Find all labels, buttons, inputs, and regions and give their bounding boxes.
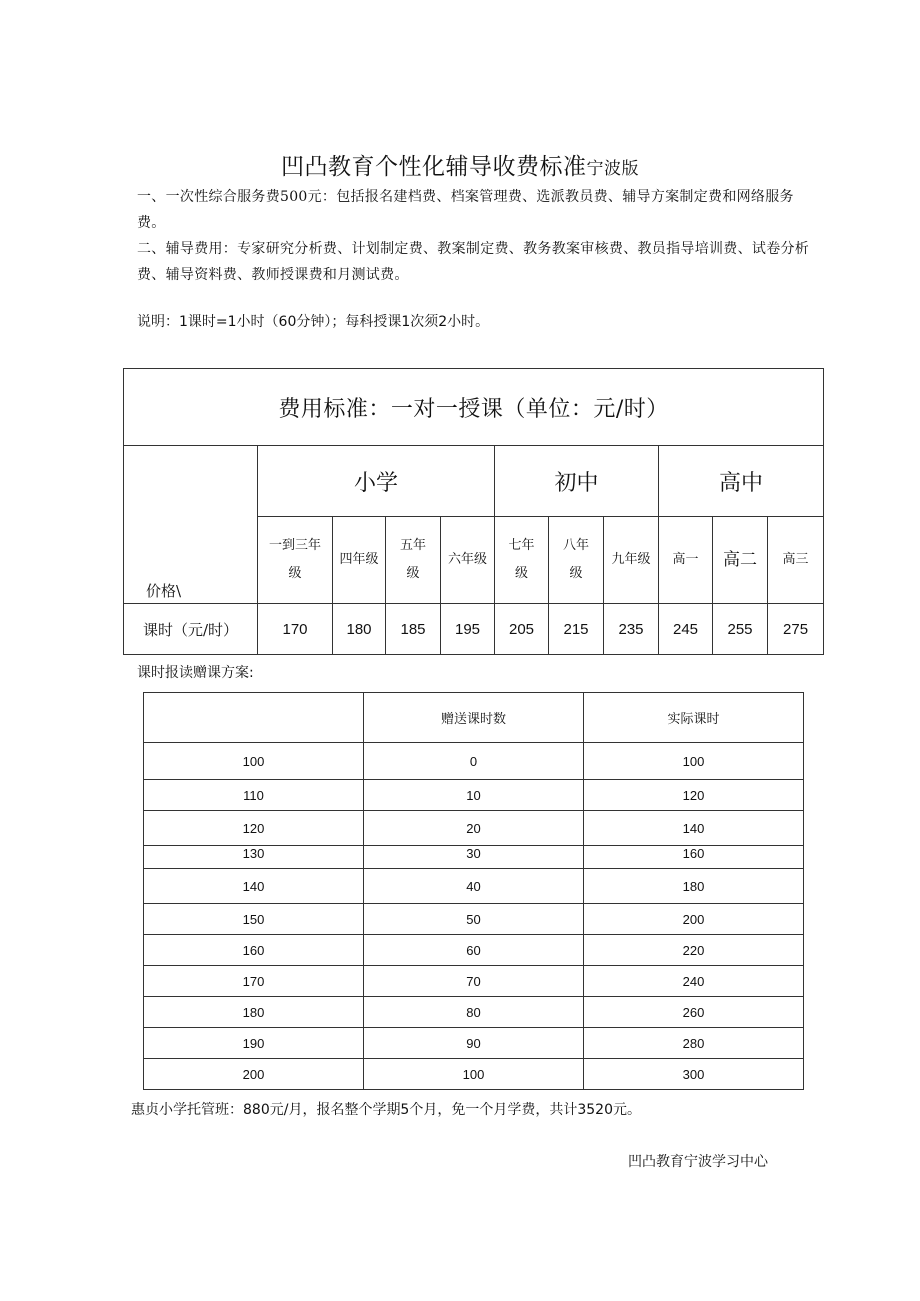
price-cell: 215 (549, 604, 604, 655)
item-service-fee: 一、一次性综合服务费500元：包括报名建档费、档案管理费、选派教员费、辅导方案制定费和网络服务费。 (137, 189, 794, 231)
price-cell: 180 (333, 604, 386, 655)
level-primary: 小学 (258, 446, 495, 517)
table-row: 110 10 120 (144, 780, 804, 811)
level-senior: 高中 (659, 446, 824, 517)
grade-cell: 九年级 (604, 517, 659, 604)
price-cell: 245 (659, 604, 713, 655)
grade-cell: 四年级 (333, 517, 386, 604)
price-cell: 185 (386, 604, 441, 655)
item-tutoring-fee: 二、辅导费用：专家研究分析费、计划制定费、教案制定费、教务教案审核费、教员指导培训费、试卷分析费、辅导资料费、教师授课费和月测试费。 (137, 241, 810, 283)
grade-cell: 八年 级 (549, 517, 604, 604)
promo-text: 惠贞小学托管班：880元/月，报名整个学期5个月，免一个月学费，共计3520元。 (131, 1102, 641, 1118)
table-row: 160 60 220 (144, 935, 804, 966)
plan-header-cell: 实际课时 (584, 693, 804, 743)
grade-cell: 五年 级 (386, 517, 441, 604)
table-row: 180 80 260 (144, 997, 804, 1028)
grade-cell: 高三 (768, 517, 824, 604)
table-row: 190 90 280 (144, 1028, 804, 1059)
price-cell: 235 (604, 604, 659, 655)
price-cell: 275 (768, 604, 824, 655)
grade-cell: 七年 级 (495, 517, 549, 604)
level-junior: 初中 (495, 446, 659, 517)
price-row-label: 课时（元/时） (124, 604, 258, 655)
page-title (0, 148, 920, 181)
plan-title: 课时报读赠课方案: (137, 665, 254, 681)
bonus-plan-table (143, 692, 804, 1090)
table-row: 130 30 160 (144, 846, 804, 869)
table-row: 100 0 100 (144, 743, 804, 780)
table-row: 200 100 300 (144, 1059, 804, 1090)
grade-cell: 六年级 (441, 517, 495, 604)
price-cell: 195 (441, 604, 495, 655)
plan-header-cell: 赠送课时数 (364, 693, 584, 743)
price-cell: 205 (495, 604, 549, 655)
plan-header-cell (144, 693, 364, 743)
signature: 凹凸教育宁波学习中心 (628, 1154, 768, 1170)
title-suffix: 宁波版 (586, 159, 639, 179)
grade-cell: 高二 (713, 517, 768, 604)
price-cell: 170 (258, 604, 333, 655)
table-row: 120 20 140 (144, 811, 804, 846)
price-cell: 255 (713, 604, 768, 655)
grade-cell: 一到三年 级 (258, 517, 333, 604)
note: 说明：1课时=1小时（60分钟）；每科授课1次须2小时。 (137, 314, 490, 330)
fee-table (123, 368, 824, 655)
table-row: 150 50 200 (144, 904, 804, 935)
fee-table-heading: 费用标准：一对一授课（单位：元/时） (124, 369, 824, 446)
corner-label: 价格\ (124, 446, 258, 604)
table-row: 170 70 240 (144, 966, 804, 997)
grade-cell: 高一 (659, 517, 713, 604)
table-row: 140 40 180 (144, 869, 804, 904)
title-main: 凹凸教育个性化辅导收费标准 (281, 154, 587, 180)
